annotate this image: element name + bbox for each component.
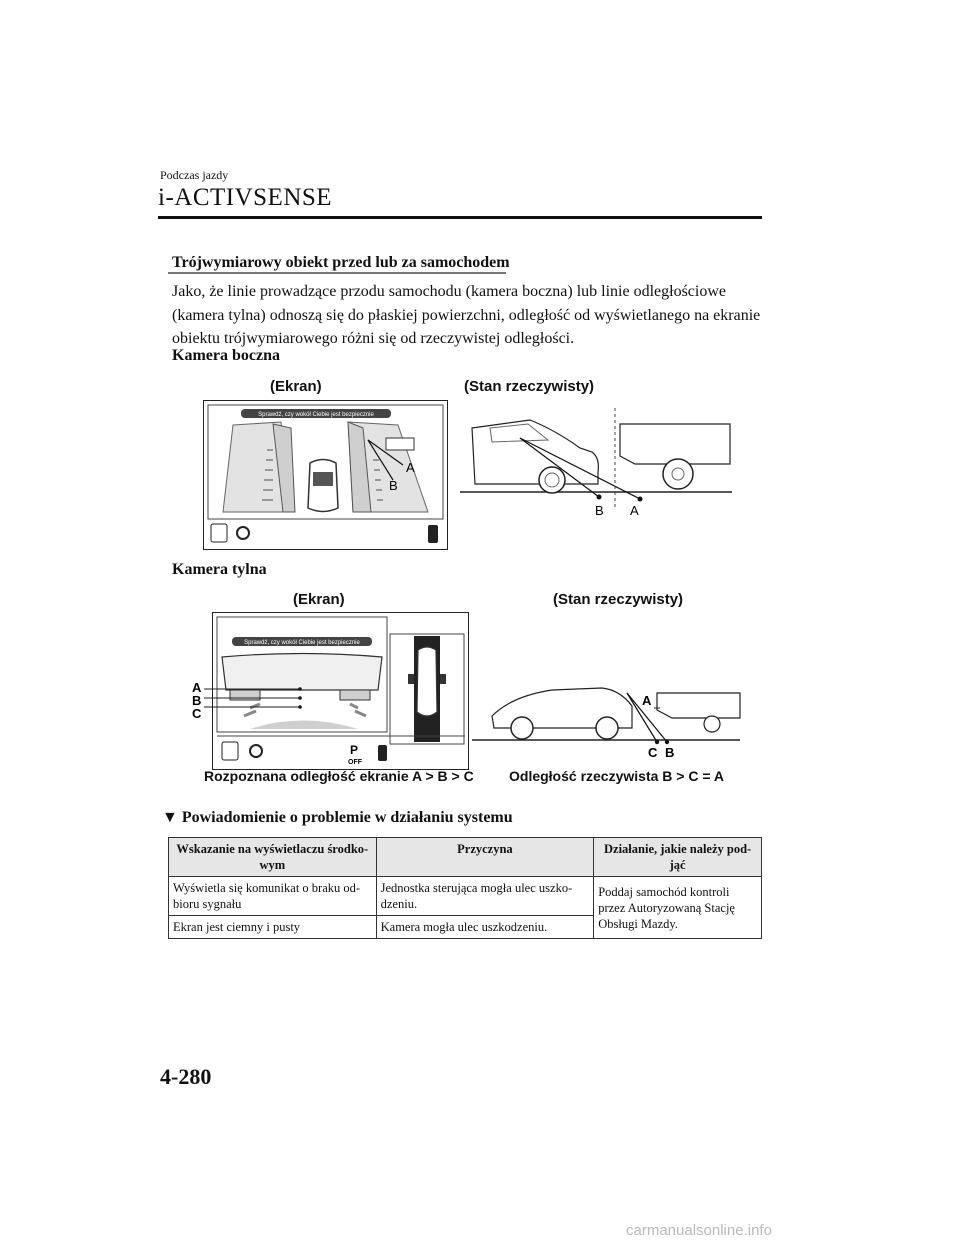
off-label: OFF bbox=[348, 759, 362, 766]
page-number: 4-280 bbox=[160, 1064, 212, 1089]
rear-screen-point-c: C bbox=[192, 706, 202, 721]
side-screen-point-b: B bbox=[389, 478, 398, 493]
rear-real-point-a: A bbox=[642, 693, 652, 708]
indication-cell: Ekran jest ciemny i pusty bbox=[169, 916, 377, 939]
cause-cell: Kamera mogła ulec uszkodzeniu. bbox=[376, 916, 594, 939]
header-cause: Przyczyna bbox=[376, 838, 594, 877]
action-cell: Poddaj samochód kontroli przez Autoryzowaną Stację Obsługi Mazdy. bbox=[594, 877, 762, 939]
rear-camera-screen-diagram bbox=[190, 612, 470, 770]
header-rule bbox=[158, 216, 762, 219]
rear-screen-caption: (Ekran) bbox=[293, 591, 345, 608]
subheading-underline bbox=[168, 272, 506, 274]
rear-camera-real-diagram bbox=[472, 678, 744, 762]
rear-banner-text: Sprawdź, czy wokół Ciebie jest bezpiecznie bbox=[244, 640, 360, 646]
side-real-point-b: B bbox=[595, 503, 604, 518]
problem-table bbox=[168, 837, 762, 939]
table-header-row bbox=[169, 838, 762, 877]
table-row bbox=[169, 877, 762, 916]
footer-watermark-link[interactable]: carmanualsonline.info bbox=[626, 1222, 772, 1239]
camera-view-icon bbox=[211, 524, 227, 542]
rear-camera-view-icon bbox=[222, 742, 238, 760]
rear-screen-note: Rozpoznana odległość ekranie A > B > C bbox=[204, 768, 474, 784]
side-screen-point-a: A bbox=[406, 460, 415, 475]
side-banner-text: Sprawdź, czy wokół Ciebie jest bezpiecznie bbox=[258, 412, 374, 418]
side-real-point-a: A bbox=[630, 503, 639, 518]
chapter-label: Podczas jazdy bbox=[160, 168, 229, 182]
header-action: Działanie, jakie należy pod-jąć bbox=[594, 838, 762, 877]
parking-sensor-icon: P bbox=[350, 743, 359, 757]
rear-real-point-c: C bbox=[648, 745, 658, 760]
body-paragraph: Jako, że linie prowadzące przodu samochodu (kamera boczna) lub linie odległościowe (kamera tylna) odnoszą się do płaskiej powierzchni, odległość od wyświetlanego na ekranie obiektu trójwymiarowego różni się od rzeczywistej odległości. bbox=[172, 283, 761, 347]
rear-real-point-b: B bbox=[665, 745, 675, 760]
indication-cell: Wyświetla się komunikat o braku od-bioru sygnału bbox=[169, 877, 377, 916]
side-screen-caption: (Ekran) bbox=[270, 378, 322, 395]
rear-real-note: Odległość rzeczywista B > C = A bbox=[509, 768, 725, 784]
header-indication: Wskazanie na wyświetlaczu środko-wym bbox=[169, 838, 377, 877]
rear-real-caption: (Stan rzeczywisty) bbox=[553, 591, 684, 608]
rear-camera-label: Kamera tylna bbox=[172, 561, 267, 578]
problem-section-title: ▼ Powiadomienie o problemie w działaniu systemu bbox=[162, 809, 513, 826]
rear-sensor-status-icon bbox=[378, 745, 387, 761]
side-camera-real-diagram bbox=[460, 408, 735, 520]
rear-screen-point-a: A bbox=[192, 680, 202, 695]
side-camera-label: Kamera boczna bbox=[172, 347, 280, 364]
rear-screen-point-b: B bbox=[192, 693, 202, 708]
cause-cell: Jednostka sterująca mogła ulec uszko-dzeniu. bbox=[376, 877, 594, 916]
section-title: i-ACTIVSENSE bbox=[158, 184, 333, 211]
side-camera-screen-diagram bbox=[203, 400, 448, 550]
subheading: Trójwymiarowy obiekt przed lub za samochodem bbox=[172, 254, 510, 271]
sensor-status-icon bbox=[428, 525, 438, 543]
side-real-caption: (Stan rzeczywisty) bbox=[464, 378, 595, 395]
